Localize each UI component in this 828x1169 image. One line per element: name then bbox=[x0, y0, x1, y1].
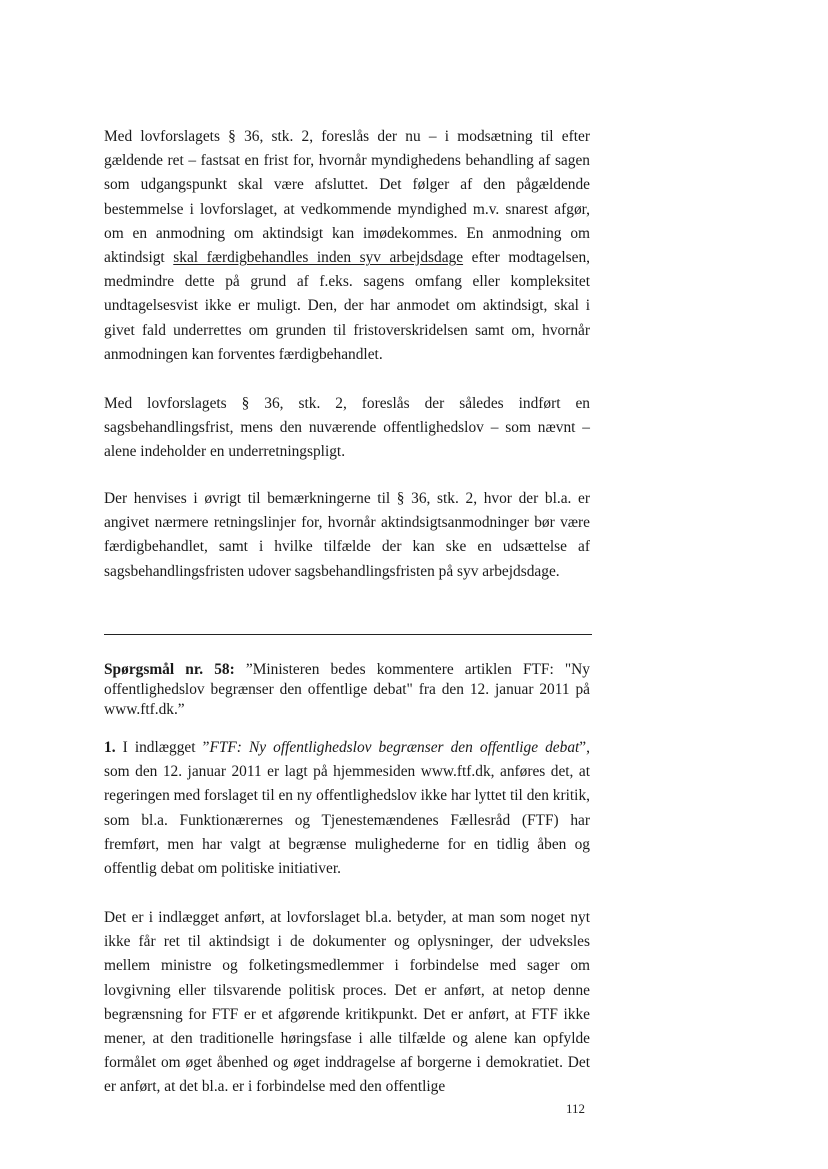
paragraph-text-start: Med lovforslagets § 36, stk. 2, foreslås der nu – i modsætning til efter gældende ret – fastsat en frist for, hvornår myndighedens behandling af sagen som udgangspunkt skal være afsluttet. Det følger af den pågældende bestemmelse i lovforslaget, at vedkommende myndighed m.v. snarest afgør, om en anmodning om aktindsigt kan imødekommes. En anmodning om aktindsigt bbox=[104, 128, 590, 267]
page-number: 112 bbox=[566, 1101, 586, 1116]
question-58 bbox=[104, 660, 590, 720]
answer-paragraph-2: Det er i indlægget anført, at lovforslaget bl.a. betyder, at man som noget nyt ikke får ret til aktindsigt i de dokumenter og oplysninger, der udveksles mellem ministre og folketingsmedlemmer i forbindelse med sager om lovgivning eller tilsvarende politisk proces. Det er anført, at netop denne begrænsning for FTF er et afgørende kritikpunkt. Det er anført, at FTF ikke mener, at den traditionelle høringsfase i alle tilfælde og alene kan opfylde formålet om øget åbenhed og øget inddragelse af borgerne i demokratiet. Det er anført, at det bl.a. er i forbindelse med den offentlige bbox=[104, 909, 590, 1096]
answer-paragraph-1 bbox=[104, 736, 590, 881]
paragraph-reference-remarks: Der henvises i øvrigt til bemærkningerne til § 36, stk. 2, hvor der bl.a. er angivet nærmere retningslinjer for, hvornår aktindsigtsanmodninger bør være færdigbehandlet, samt i hvilke tilfælde der kan ske en udsættelse af sagsbehandlingsfristen udover sagsbehandlingsfristen på syv arbejdsdage. bbox=[104, 490, 590, 580]
paragraph-deadline-proposal bbox=[104, 125, 590, 367]
section-divider bbox=[104, 634, 592, 635]
article-title: FTF: Ny offentlighedslov begrænser den offentlige debat bbox=[209, 739, 580, 756]
answer-intro: I indlægget ” bbox=[115, 739, 210, 756]
answer-body: ”, som den 12. januar 2011 er lagt på hjemmesiden www.ftf.dk, anføres det, at regeringen med forslaget til en ny offentlighedslov ikke har lyttet til den kritik, som bl.a. Funktionærernes og Tjenestemændenes Fællesråd (FTF) har fremført, men har valgt at begrænse mulighederne for en tidlig åben og offentlig debat om politiske initiativer. bbox=[104, 739, 590, 878]
underlined-phrase: skal færdigbehandles inden syv arbejdsdage bbox=[173, 249, 464, 267]
question-label: Spørgsmål nr. 58: bbox=[104, 661, 235, 678]
question-text: ”Ministeren bedes kommentere artiklen FTF: "Ny offentlighedslov begrænser den offentlige debat" fra den 12. januar 2011 på www.ftf.dk.” bbox=[104, 661, 590, 718]
answer-number: 1. bbox=[104, 739, 116, 756]
paragraph-processing-deadline: Med lovforslagets § 36, stk. 2, foreslås der således indført en sagsbehandlingsfrist, mens den nuværende offentlighedslov – som nævnt – alene indeholder en underretningspligt. bbox=[104, 395, 590, 461]
paragraph-text-end: efter modtagelsen, medmindre dette på grund af f.eks. sagens omfang eller kompleksitet undtagelsesvist ikke er muligt. Den, der har anmodet om aktindsigt, skal i givet fald underrettes om grunden til fristoverskridelsen samt om, hvornår anmodningen kan forventes færdigbehandlet. bbox=[104, 249, 590, 363]
